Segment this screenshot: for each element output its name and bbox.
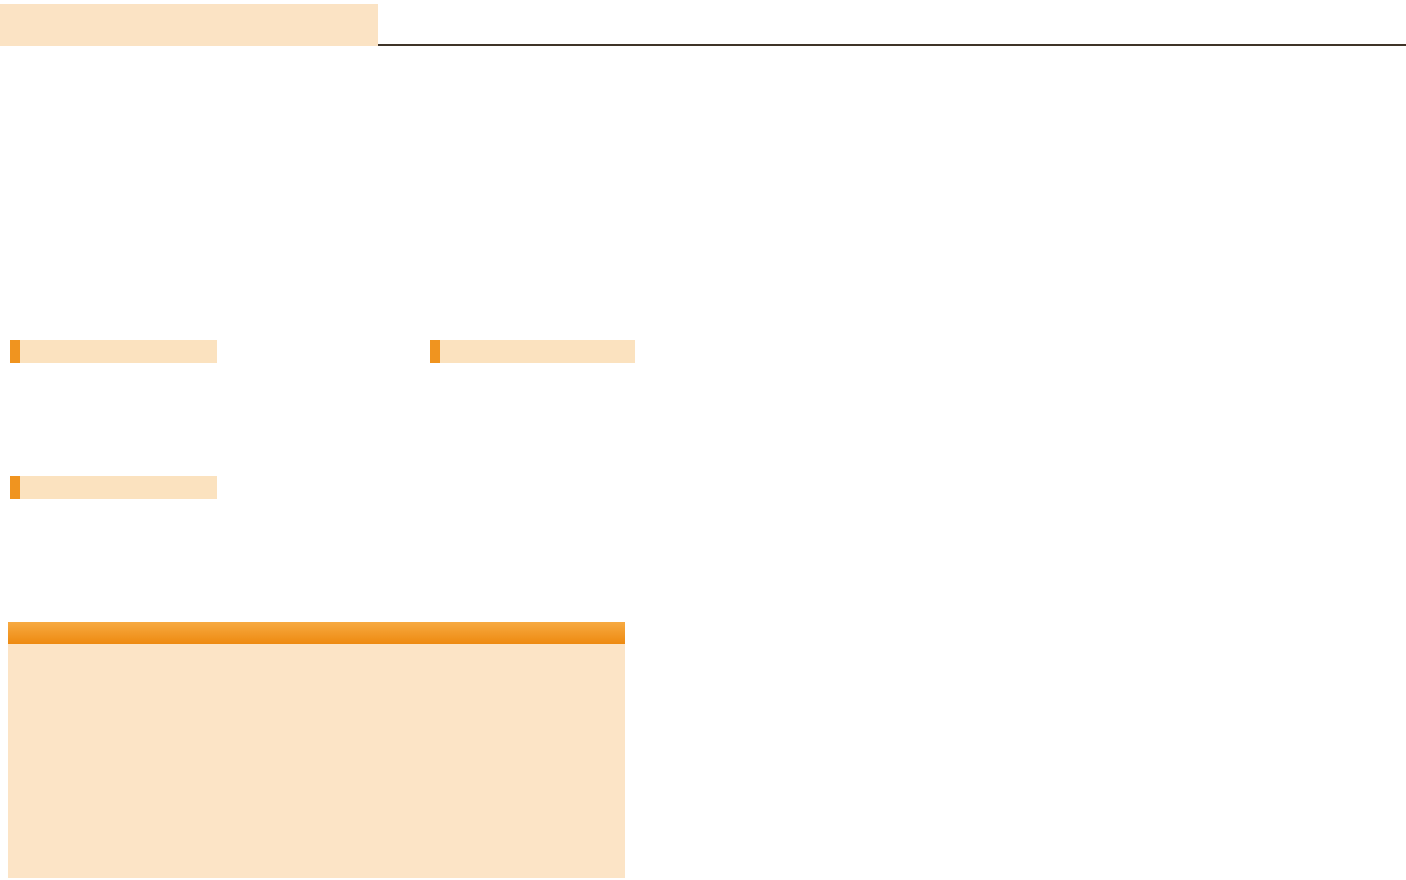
product-spec-box [8,622,625,878]
page-header [0,4,378,46]
specification-section-header [430,340,635,363]
product-spec-title [8,622,625,644]
feature-section-header [10,340,217,363]
header-rule [378,44,1406,46]
application-section-header [10,476,217,499]
product-photo-jg3014 [232,126,407,306]
overview-section [440,121,646,129]
product-photo-jg3011 [43,116,193,306]
